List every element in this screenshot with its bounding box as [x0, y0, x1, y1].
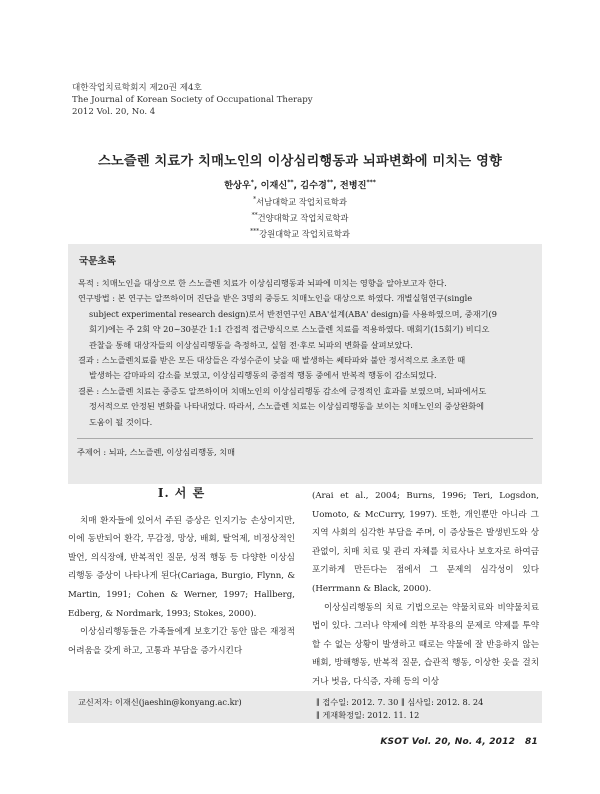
abstract-methods-line: subject experimental research design)로서 반전연구인 ABA'설계(ABA' design)를 사용하였으며, 중재기(9 — [89, 308, 497, 319]
affiliation-list — [0, 193, 600, 240]
author-name: 전병진 — [339, 180, 367, 191]
author-name: 김수경 — [300, 180, 327, 191]
author-mark: ** — [287, 178, 294, 186]
abstract-conclusion-line: 결론 : 스노즐렌 치료는 중증도 알쯔하이머 치매노인의 이상심리행동 감소에 긍정적인 효과를 보였으며, 뇌파에서도 — [78, 385, 487, 396]
author-name: 한상우 — [224, 180, 251, 191]
section-heading: I. 서 론 — [157, 486, 206, 500]
abstract-purpose: 목적 : 치매노인을 대상으로 한 스노즐렌 치료가 이상심리행동과 뇌파에 미치는 영향을 알아보고자 한다. — [78, 278, 447, 288]
paper-title: 스노즐렌 치료가 치매노인의 이상심리행동과 뇌파변화에 미치는 영향 — [98, 154, 502, 169]
abstract-results-line: 발생하는 감마파의 감소를 보였고, 이상심리행동의 중점적 행동 중에서 반복적 행동이 감소되었다. — [89, 370, 437, 381]
abstract-divider — [77, 438, 533, 439]
abstract-conclusion-line: 도움이 될 것이다. — [89, 416, 153, 427]
journal-english-name: The Journal of Korean Society of Occupational Therapy — [72, 95, 313, 105]
journal-info — [72, 82, 313, 118]
page-footer: KSOT Vol. 20, No. 4, 2012 81 — [380, 737, 538, 747]
abstract-heading: 국문초록 — [79, 256, 117, 267]
affiliation-text: 건양대학교 작업치료학과 — [257, 212, 349, 223]
journal-korean-name: 대한작업치료학회지 제20권 제4호 — [72, 83, 202, 93]
publication-dates — [316, 696, 483, 722]
abstract-results — [77, 353, 533, 384]
reviewed-date: ∥ 심사일: 2012. 8. 24 — [400, 697, 484, 707]
abstract-methods — [77, 291, 533, 353]
affiliation-text: 서남대학교 작업치료학과 — [256, 196, 347, 207]
body-right-column — [312, 487, 539, 692]
abstract-conclusion — [77, 384, 533, 430]
affiliation-mark: ** — [251, 211, 258, 219]
affiliation-text: 강원대학교 작업치료학과 — [259, 228, 350, 239]
body-paragraph: 이상심리행동의 치료 기법으로는 약물치료와 비약물치료법이 있다. 그러나 약제에 의한 부작용의 문제로 약제를 투약할 수 없는 상황이 발생하고 때로는 약물에 잘 반응하지 않는 배회, 방해행동, 반복적 질문, 습관적 행동, 이상한 옷을 걸치거나 벗음, 다식증, 자해 등의 이상 — [312, 602, 539, 687]
journal-volume: 2012 Vol. 20, No. 4 — [72, 107, 156, 117]
abstract-box — [68, 244, 542, 484]
accepted-date: ∥ 게재확정일: 2012. 11. 12 — [316, 710, 420, 720]
body-left-column — [68, 486, 295, 660]
affiliation — [0, 225, 600, 241]
body-paragraph: 이상심리행동들은 가족들에게 보호기간 동안 많은 재정적 어려움을 갖게 하고, 고통과 부담을 증가시킨다 — [68, 627, 295, 656]
author-name: 이재신 — [260, 180, 288, 191]
abstract-keywords: 주제어 : 뇌파, 스노즐렌, 이상심리행동, 치매 — [77, 447, 236, 458]
affiliation — [0, 193, 600, 209]
body-paragraph: (Arai et al., 2004; Burns, 1996; Teri, Logsdon, Uomoto, & McCurry, 1997). 또한, 개인뿐만 아니라 그 지역 사회의 심각한 부담을 주며, 이 증상들은 발생빈도와 상관없이, 치매 치료 및 관리 자체를 치료사나 보호자로 하여금 포기하게 만든다는 점에서 그 문제의 심각성이 있다(Herrmann & Black, 2000). — [312, 491, 539, 594]
abstract-methods-line: 회기)에는 주 2회 약 20~30분간 1:1 간접적 접근방식으로 스노즐렌 치료를 적용하였다. 매회기(15회기) 비디오 — [89, 324, 490, 335]
affiliation-mark: *** — [250, 227, 260, 235]
affiliation — [0, 209, 600, 225]
abstract-methods-line: 관찰을 통해 대상자들의 이상심리행동을 측정하고, 실험 전·후로 뇌파의 변화를 살펴보았다. — [89, 339, 413, 350]
author-mark: * — [250, 178, 254, 186]
author-mark: ** — [326, 178, 334, 186]
received-date: ∥ 접수일: 2012. 7. 30 — [316, 697, 399, 707]
author-separator: , — [333, 180, 340, 191]
author-list — [0, 177, 600, 191]
corresponding-author: 교신저자: 이재신(jaeshin@konyang.ac.kr) — [78, 697, 242, 707]
author-separator: , — [293, 180, 301, 191]
correspondence-box — [68, 691, 542, 723]
abstract-methods-line: 연구방법 : 본 연구는 알쯔하이머 진단을 받은 3명의 중등도 치매노인을 대상으로 하였다. 개별실험연구(single — [78, 293, 473, 304]
affiliation-mark: * — [253, 196, 257, 203]
abstract-conclusion-line: 정서적으로 안정된 변화를 나타내었다. 따라서, 스노즐렌 치료는 이상심리행동을 보이는 치매노인의 중상완화에 — [89, 401, 485, 412]
abstract-results-line: 결과 : 스노즐렌치료를 받은 모든 대상들은 각성수준이 낮을 때 발생하는 쎄타파와 불안 정서적으로 초조한 때 — [78, 355, 466, 366]
author-separator: , — [253, 180, 261, 191]
body-paragraph: 치매 환자들에 있어서 주된 증상은 인지기능 손상이지만, 이에 동반되어 환각, 무감정, 망상, 배회, 탈억제, 비정상적인 발언, 의식장애, 반복적인 질문, 성적 행동 등 다양한 이상심리행동 증상이 나타나게 된다(Cariaga, Burgio, Flynn, & Martin, 1991; Cohen & Werner, 1997; Hallberg, Edberg, & Nordmark, 1993; Stokes, 2000). — [68, 515, 295, 619]
author-mark: *** — [366, 178, 376, 186]
